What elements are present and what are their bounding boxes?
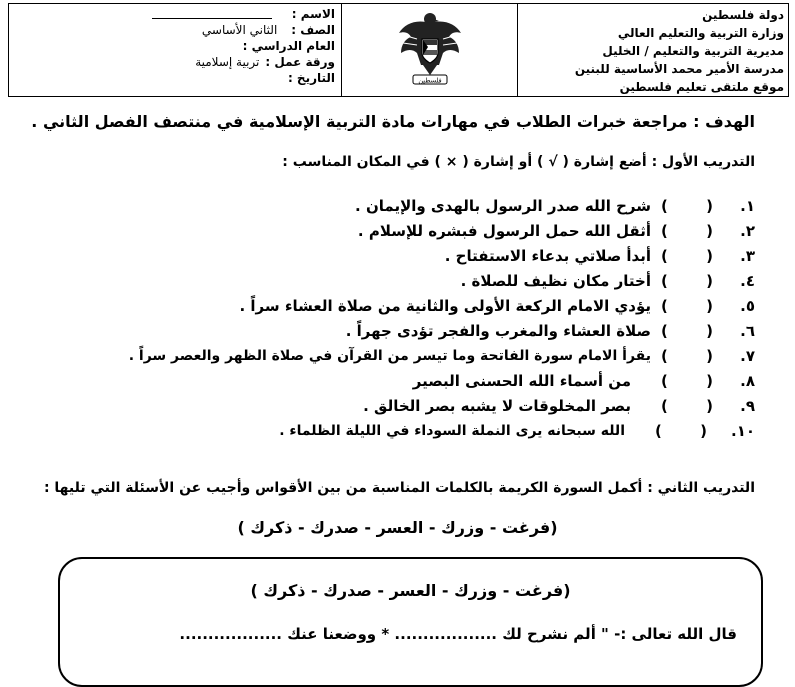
sheet-row [15, 54, 335, 70]
item-number: ٦. [740, 321, 755, 340]
ministry-info [517, 4, 788, 96]
year-row [15, 38, 335, 54]
answer-box[interactable]: ( ) [661, 271, 713, 290]
answer-box[interactable]: ( ) [661, 371, 713, 390]
grade-row [15, 22, 335, 38]
item-text: من أسماء الله الحسنى البصير [412, 371, 631, 390]
item-number: ٣. [740, 246, 755, 265]
name-row [15, 6, 335, 22]
item-number: ٤. [740, 271, 755, 290]
list-item [35, 393, 755, 418]
date-label: التاريخ : [287, 71, 335, 85]
list-item [35, 343, 755, 368]
answer-frame [58, 557, 763, 687]
item-number: ٧. [740, 346, 755, 365]
exercise1-title: التدريب الأول : أضع إشارة ( √ ) أو إشارة ( × ) في المكان المناسب : [282, 154, 755, 170]
answer-box[interactable]: ( ) [661, 296, 713, 315]
grade-value: الثاني الأساسي [201, 23, 278, 37]
grade-label: الصف : [291, 23, 335, 37]
header-line: دولة فلسطين [702, 8, 784, 22]
item-text: صلاة العشاء والمغرب والفجر تؤدى جهراً . [345, 321, 651, 340]
answer-box[interactable]: ( ) [661, 396, 713, 415]
list-item [35, 193, 755, 218]
sheet-label: ورقة عمل : [265, 55, 335, 69]
exercise2-title: التدريب الثاني : أكمل السورة الكريمة بالكلمات المناسبة من بين الأقواس وأجيب عن الأسئلة التي تليها : [43, 480, 755, 496]
word-bank: (فرغت - وزرك - العسر - صدرك - ذكرك ) [237, 518, 558, 537]
answer-box[interactable]: ( ) [661, 346, 713, 365]
answer-box[interactable]: ( ) [661, 246, 713, 265]
item-number: ١٠. [730, 421, 755, 440]
item-number: ٨. [740, 371, 755, 390]
emblem-cell [341, 4, 517, 96]
answer-box[interactable]: ( ) [661, 321, 713, 340]
word-bank-boxed: (فرغت - وزرك - العسر - صدرك - ذكرك ) [250, 581, 571, 600]
item-text: الله سبحانه يرى النملة السوداء في الليلة الظلماء . [279, 422, 625, 439]
palestine-eagle-emblem-icon [395, 9, 465, 91]
item-number: ٢. [740, 221, 755, 240]
exercise1-items [35, 193, 755, 443]
item-text: يؤدي الامام الركعة الأولى والثانية من صلاة العشاء سراً . [239, 296, 651, 315]
item-text: بصر المخلوقات لا يشبه بصر الخالق . [363, 396, 631, 415]
list-item [35, 243, 755, 268]
date-row [15, 70, 335, 86]
name-label: الاسم : [291, 7, 335, 21]
student-info [9, 4, 341, 96]
answer-box[interactable]: ( ) [655, 421, 707, 440]
header-line: موقع ملتقى تعليم فلسطين [619, 80, 784, 94]
item-text: أثقل الله حمل الرسول فبشره للإسلام . [357, 221, 651, 240]
list-item [35, 218, 755, 243]
verse-fill-line[interactable]: قال الله تعالى :- " ألم نشرح لك .................. * ووضعنا عنك .................. [179, 625, 737, 643]
emblem-caption: فلسطين [417, 76, 442, 85]
name-field[interactable] [152, 6, 272, 19]
item-number: ٩. [740, 396, 755, 415]
list-item [35, 368, 755, 393]
item-text: أبدأ صلاتي بدعاء الاستفتاح . [444, 246, 651, 265]
item-text: شرح الله صدر الرسول بالهدى والإيمان . [355, 196, 651, 215]
item-number: ١. [740, 196, 755, 215]
list-item [35, 293, 755, 318]
list-item [35, 268, 755, 293]
year-label: العام الدراسي : [242, 39, 335, 53]
sheet-value: تربية إسلامية [195, 55, 260, 69]
answer-box[interactable]: ( ) [661, 221, 713, 240]
item-number: ٥. [740, 296, 755, 315]
answer-box[interactable]: ( ) [661, 196, 713, 215]
goal-text: الهدف : مراجعة خبرات الطلاب في مهارات مادة التربية الإسلامية في منتصف الفصل الثاني . [31, 112, 755, 131]
item-text: أختار مكان نظيف للصلاة . [460, 271, 651, 290]
list-item [35, 318, 755, 343]
list-item [35, 418, 755, 443]
header-line: مدرسة الأمير محمد الأساسية للبنين [574, 62, 784, 76]
header-table [8, 3, 789, 97]
item-text: يقرأ الامام سورة الفاتحة وما تيسر من القرآن في صلاة الظهر والعصر سراً . [128, 347, 651, 364]
header-line: مديرية التربية والتعليم / الخليل [602, 44, 784, 58]
header-line: وزارة التربية والتعليم العالي [617, 26, 784, 40]
